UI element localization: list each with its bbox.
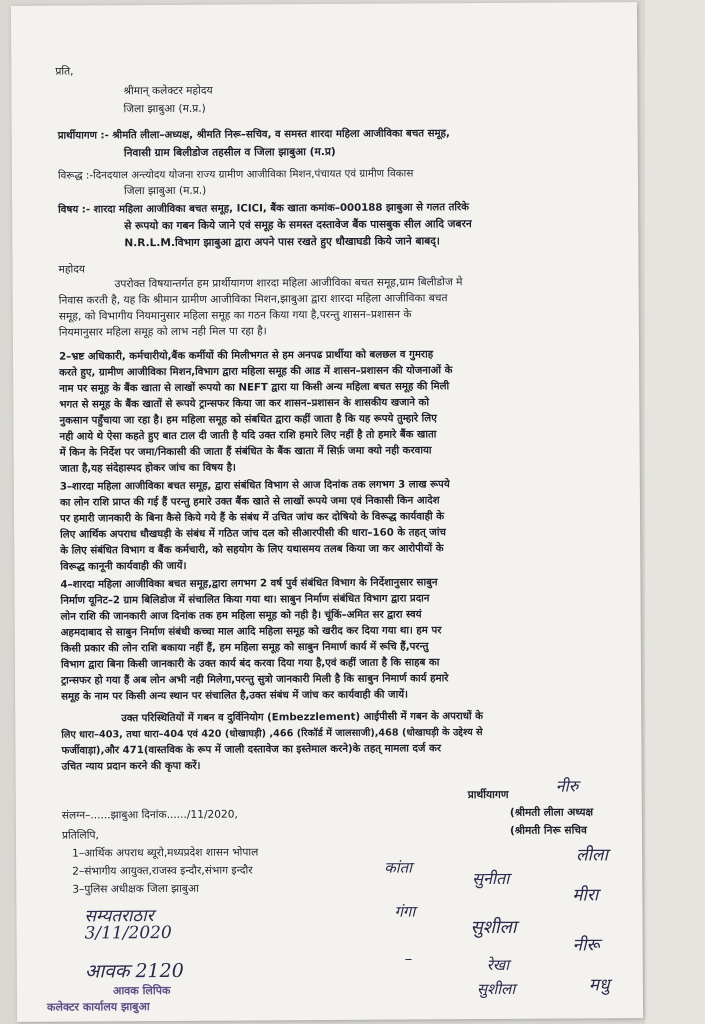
paragraph-5-line: उक्त परिस्थितियों में गबन व दुर्विनियोग (Embezzlement) आईपीसी में गबन के अपराधों के [121, 711, 484, 725]
paragraph-2-line: नुकसान पहुँचाया जा रहा है। हम महिला समूह को संबधित द्वारा कहीं जाता है कि यह रूपये तुम्हारे लिए [59, 413, 437, 427]
subject-line-1: विषय :- शारदा महिला आजीविका बचत समूह, ICICI, बैंक खाता कमांक–000188 झाबुआ से गलत तरिके [58, 202, 470, 216]
salutation: महोदय [58, 263, 86, 276]
recipient-title: श्रीमान् कलेक्टर महोदय [123, 84, 213, 98]
handwritten-signature: – [404, 949, 413, 968]
paragraph-4-line: निर्माण यूनिट–2 ग्राम बिलिडोज में संचालित किया गया था। साबुन निर्माण संबंधित विभाग द्वारा प्रदान [60, 593, 430, 607]
paragraph-2-line: जाता है,यह संदेहास्पद होकर जांच का विषय है। [59, 462, 236, 475]
background-edge [645, 0, 705, 1024]
paragraph-2-line: भगत से समूह के बैंक खातों से रूपये ट्रान्सफर किया जा कर शासन–प्रशासन के शासकीय खजाने को [59, 397, 430, 411]
applicants-line-1: प्रार्थीयागण :- श्रीमति लीला–अध्यक्ष, श्रीमति निरू–सचिव, व समस्त शारदा महिला आजीविका बचत समूह, [57, 128, 450, 142]
paragraph-4-line: समूह के नाम पर किसी अन्य स्थान पर संचालित है,उक्त संबंध में जांच कर कार्यवाही की जायें। [61, 689, 408, 703]
against-line-2: जिला झाबुआ (म.प्र.) [124, 184, 207, 198]
letter-page [11, 2, 643, 1022]
handwritten-signature: मधु [588, 975, 610, 996]
paragraph-4-line: 4–शारदा महिला आजीविका बचत समूह,द्वारा लगभग 2 वर्ष पुर्व संबंधित विभाग के निर्देशानुसार साबुन [60, 577, 438, 591]
stamp-line-1: आवक लिपिक [112, 983, 171, 998]
paragraph-4-line: अहमदाबाद से साबुन निर्माण संबंधी कच्चा माल आदि महिला समूह को खरीद कर दिया गया था। हम पर [60, 625, 442, 639]
against-line-1: विरूद्ध :-दिनदयाल अन्त्योदय योजना राज्य ग्रामीण आजीविका मिशन,पंचायत एवं ग्रामीण विकास [57, 167, 414, 182]
handwritten-note-date: 3/11/2020 [84, 922, 172, 944]
handwritten-signature: नीरू [572, 935, 600, 956]
handwritten-signature: कांता [384, 858, 413, 877]
paragraph-5-line: लिए धारा–403, तथा धारा–404 एवं 420 (धोखाघड़ी) ,466 (रिकॉर्ड में जालसाजी),468 (धोखाघड़ी के उद्देश्य से [61, 727, 483, 741]
handwritten-signature: मीरा [572, 885, 599, 906]
paragraph-5-line: फर्जीवाड़ा),और 471(वास्तविक के रूप में जाली दस्तावेज का इस्तेमाल करने)के तहत् मामला दर्ज कर [61, 743, 442, 757]
paragraph-3-line: का लोन राशि प्राप्त की गई हैं परन्तु हमारे उक्त बैंक खाते से लाखों रूपये जमा एवं निकासी किन आदेश [59, 495, 440, 509]
paragraph-2-line: में किन के निर्देश पर जमा/निकासी की जाता हैं संबंधित के बैंक खाता में सिर्फ़ जमा क्यो नही करवाया [59, 445, 432, 459]
subject-line-3: N.R.L.M.विभाग झाबुआ द्वारा अपने पास रखते हुए धौखाघडी किये जाने बाबद्। [124, 235, 440, 250]
copy-recipient-2: 2–संभागीय आयुक्त,राजस्व इन्दौर,संभाग इन्दौर [72, 864, 253, 878]
recipient-address: जिला झाबुआ (म.प्र.) [123, 102, 206, 116]
paragraph-3-line: पर हमारी जानकारी के बिना कैसे किये गये हैं के संबंध में उचित जांच कर दोषियो के विरूद्ध कार्यवाही के [60, 511, 445, 525]
paragraph-4-line: ट्रान्सफर हो गया हैं अब लोन अभी नही मिलेगा,परन्तु सुत्रो जानकारी मिली है कि साबुन निमार्ण कार्य हमारे [60, 673, 449, 687]
to-line: प्रति, [55, 65, 74, 78]
paragraph-4-line: विभाग द्वारा बिना किसी जानकारी के उक्त कार्य बंद करवा दिया गया है,एवं कहीं जाता है कि साहब का [60, 657, 440, 671]
handwritten-initial: नीरु [555, 776, 579, 796]
paragraph-3-line: लिए आर्थिक अपराध धौखघड़ी के संबंध में गठित जांच दल को सीआरपीसी की धारा–160 के तहत् जांच [60, 527, 446, 541]
paragraph-5-line: उचित न्याय प्रदान करने की कृपा करें। [61, 760, 201, 773]
paragraph-2-line: 2–भ्रष्ट अधिकारी, कर्मचारीयो,बैंक कर्मीयों की मिलीभगत से हम अनपढ प्रार्थीया को बलछल व गुमराह [59, 349, 434, 363]
enclosure-line: संलग्न–......झाबुआ दिनांक....../11/2020, [61, 808, 238, 822]
paragraph-2-line: करते हुए, ग्रामीण आजीविका मिशन,विभाग द्वारा महिला समूह की आड में शासन–प्रशासन की योजनाओं के [59, 365, 453, 379]
copy-recipient-3: 3–पुलिस अधीक्षक जिला झाबुआ [72, 882, 199, 896]
applicants-line-2: निवासी ग्राम बिलीडोज तहसील व जिला झाबुआ (म.प्र) [123, 145, 336, 160]
handwritten-note-line-1: सम्यतराठार [84, 906, 154, 927]
handwritten-signature: रेखा [486, 955, 510, 975]
handwritten-note-inward: आवक 2120 [84, 959, 184, 983]
signatory-line-1: (श्रीमती लीला अध्यक्ष [509, 806, 594, 819]
paragraph-3-line: 3–शारदा महिला आजीविका बचत समूह, द्वारा संबंधित विभाग से आज दिनांक तक लगभग 3 लाख रूपये [59, 479, 450, 493]
signatory-line-2: (श्रीमती निरू सचिव [509, 824, 587, 837]
paragraph-3-line: विरूद्ध कानूनी कार्यवाही की जायें। [60, 560, 187, 573]
handwritten-signature: सुशीला [470, 916, 517, 939]
handwritten-signature: सुशीला [476, 979, 516, 999]
subject-line-2: से रूपयो का गबन किये जाने एवं समूह के समस्त दस्तावेज बैंक पासबुक सील आदि जबरन [124, 218, 472, 233]
copies-heading: प्रतिलिपि, [61, 829, 99, 842]
paragraph-1-line: निवास करती है, यह कि श्रीमान ग्रामीण आजीविका मिशन,झाबुआ द्वारा शारदा महिला आजीविका बचत [58, 292, 448, 307]
paragraph-1-line: उपरोक्त विषयान्तर्गत हम प्रार्थीयागण शारदा महिला आजीविका बचत समूह,ग्राम बिलीडोज मे [114, 276, 463, 291]
signatory-label: प्रार्थीयागण [467, 788, 509, 802]
paragraph-4-line: किसी प्रकार की लोन राशि बकाया नहीं हैं, हम महिला समूह को साबुन निमार्ण कार्य में रूचि हैं,परन्तु [60, 641, 429, 655]
copy-recipient-1: 1–आर्थिक अपराध ब्यूरो,मध्यप्रदेश शासन भोपाल [72, 846, 259, 860]
paragraph-3-line: के लिए संबंधित विभाग व बैंक कर्मचारी, को सहयोग के लिए यथासमय तलब किया जा कर आरोपीयों के [60, 543, 444, 557]
paragraph-1-line: नियमानुसार महिला समूह को लाभ नही मिल पा रहा है। [58, 325, 267, 339]
paragraph-2-line: नाम पर समूह के बैंक खाता से लाखों रूपयो का NEFT द्वारा या किसी अन्य महिला बचत समूह की मिली [59, 381, 450, 395]
handwritten-signature: लीला [576, 845, 609, 866]
paragraph-2-line: नही आये थे ऐसा कहते हुए बात टाल दी जाती है यदि उक्त राशि हमारे लिए नहीं है तो हमारे बैंक खाता [59, 429, 437, 443]
handwritten-signature: सुनीता [472, 868, 510, 889]
stamp-line-2: कलेक्टर कार्यालय झाबुआ [46, 1000, 150, 1014]
paragraph-1-line: समूह, को विभागीय नियमानुसार महिला समूह का गठन किया गया है,परन्तु शासन–प्रशासन के [58, 308, 412, 323]
paragraph-4-line: लोन राशि की जानकारी आज दिनांक तक हम महिला समूह को नही है। चूंकिं–अमित सर द्वारा स्वयं [60, 609, 422, 623]
handwritten-signature: गंगा [394, 902, 416, 921]
